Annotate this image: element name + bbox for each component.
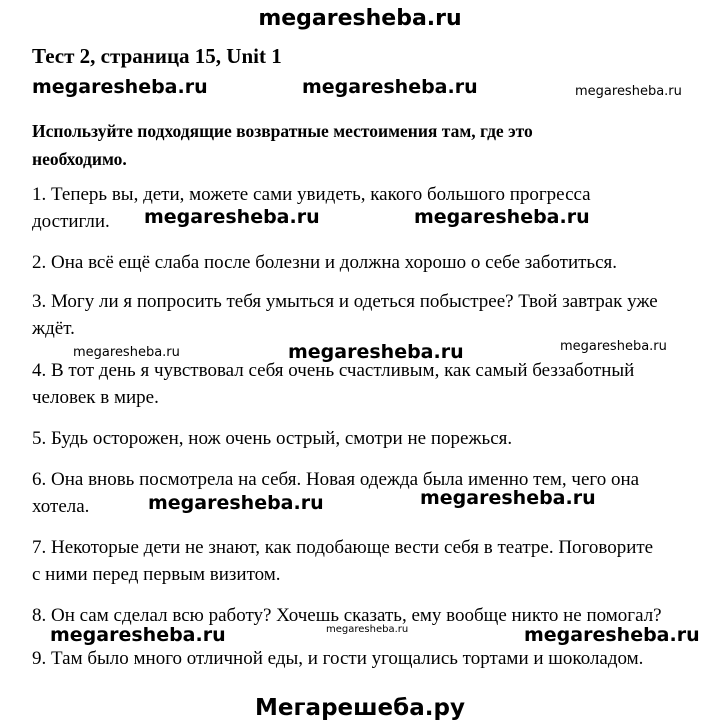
item-line: 4. В тот день я чувствовал себя очень счастливым, как самый беззаботный: [32, 360, 635, 381]
watermark: megaresheba.ru: [326, 624, 409, 635]
item-line: хотела.: [32, 496, 90, 517]
watermark-top: megaresheba.ru: [258, 6, 462, 31]
list-item: [32, 357, 710, 411]
instruction-line: необходимо.: [32, 149, 127, 169]
watermark: megaresheba.ru: [560, 339, 667, 354]
footer-brand: Мегарешеба.ру: [255, 695, 465, 721]
page-title: Тест 2, страница 15, Unit 1: [32, 44, 282, 68]
watermark: megaresheba.ru: [148, 492, 324, 514]
item-line: ждёт.: [32, 318, 75, 339]
item-line: достигли.: [32, 211, 110, 232]
list-item: [32, 534, 710, 588]
watermark: megaresheba.ru: [420, 487, 596, 509]
watermark: megaresheba.ru: [50, 624, 226, 646]
item-line: 1. Теперь вы, дети, можете сами увидеть, какого большого прогресса: [32, 184, 591, 205]
watermark: megaresheba.ru: [73, 345, 180, 360]
watermark: megaresheba.ru: [414, 206, 590, 228]
list-item: [32, 288, 710, 342]
item-line: человек в мире.: [32, 387, 159, 408]
watermark: megaresheba.ru: [32, 76, 208, 98]
instruction: [32, 117, 682, 173]
item-line: 3. Могу ли я попросить тебя умыться и одеться побыстрее? Твой завтрак уже: [32, 291, 658, 312]
watermark: megaresheba.ru: [524, 624, 700, 646]
item-line: 7. Некоторые дети не знают, как подобающе вести себя в театре. Поговорите: [32, 537, 654, 558]
item-line: 8. Он сам сделал всю работу? Хочешь сказать, ему вообще никто не помогал?: [32, 605, 662, 626]
watermark: megaresheba.ru: [144, 206, 320, 228]
watermark: megaresheba.ru: [575, 84, 682, 99]
list-item: [32, 249, 710, 276]
list-item: [32, 425, 710, 452]
watermark: megaresheba.ru: [288, 341, 464, 363]
list-item: [32, 466, 710, 520]
list-item: [32, 645, 710, 672]
item-line: 6. Она вновь посмотрела на себя. Новая одежда была именно тем, чего она: [32, 469, 640, 490]
instruction-line: Используйте подходящие возвратные местоимения там, где это: [32, 121, 533, 141]
item-line: с ними перед первым визитом.: [32, 564, 281, 585]
item-line: 2. Она всё ещё слаба после болезни и должна хорошо о себе заботиться.: [32, 252, 618, 273]
item-line: 9. Там было много отличной еды, и гости угощались тортами и шоколадом.: [32, 648, 644, 669]
item-line: 5. Будь осторожен, нож очень острый, смотри не порежься.: [32, 428, 513, 449]
watermark: megaresheba.ru: [302, 76, 478, 98]
list-item: [32, 181, 710, 235]
